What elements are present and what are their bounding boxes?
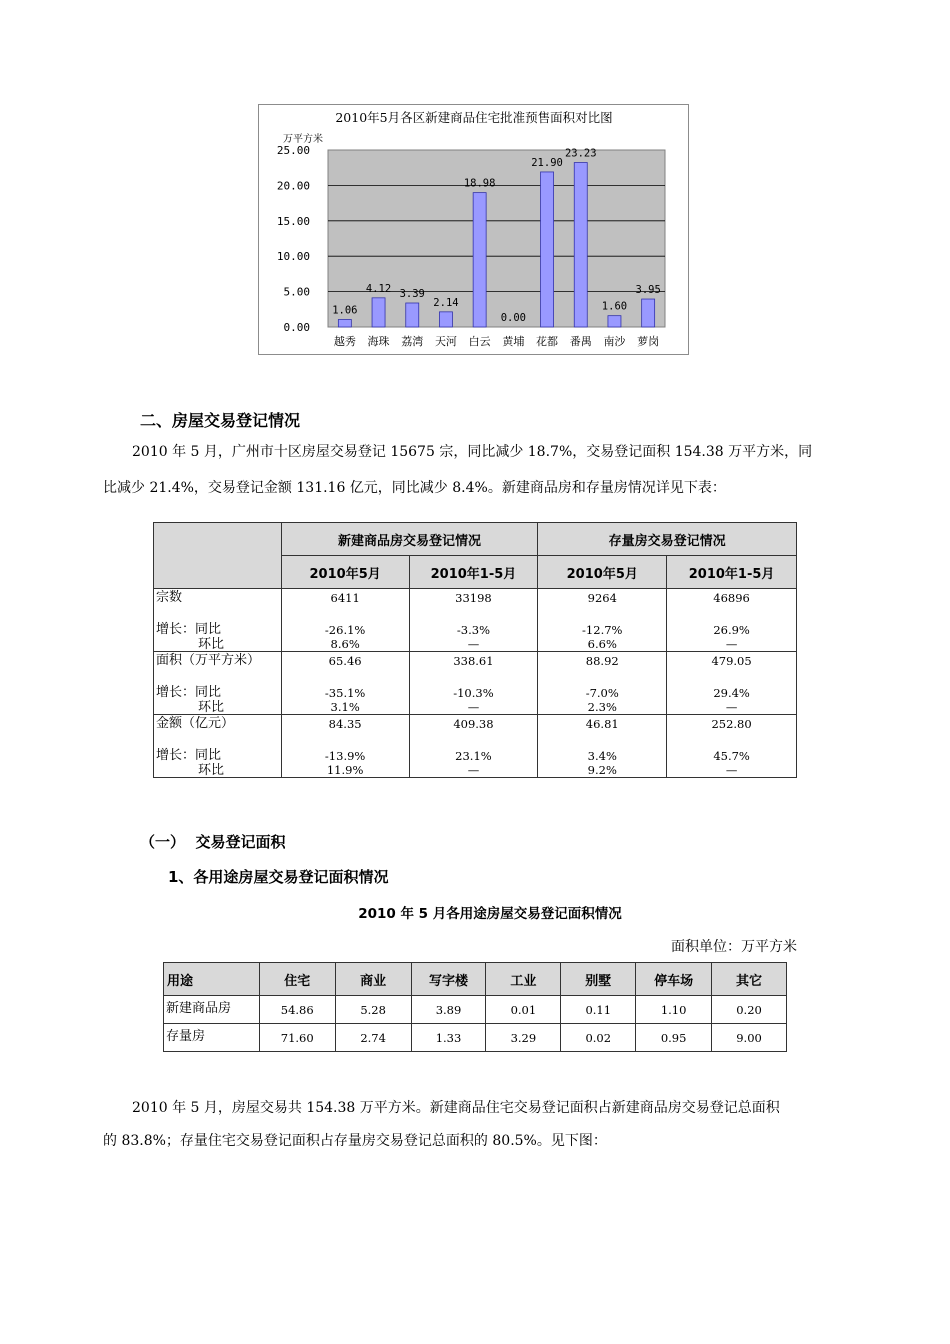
mom-label: 环比: [198, 763, 225, 778]
cell-value: 88.92: [585, 654, 619, 668]
data-label: 21.90: [531, 156, 563, 169]
subsubsection-heading: 1、各用途房屋交易登记面积情况: [168, 868, 389, 886]
data-cell: 1.10: [636, 996, 712, 1024]
data-cell: 5.28: [335, 996, 411, 1024]
data-cell: 0.11: [561, 996, 636, 1024]
data-cell: 9.00: [712, 1024, 787, 1052]
cell-value: 9264: [587, 591, 617, 605]
row-label: 存量房: [164, 1024, 260, 1052]
data-label: 1.06: [332, 304, 358, 317]
cell-value: 338.61: [453, 654, 494, 668]
data-cell: 71.60: [259, 1024, 335, 1052]
row-label: 新建商品房: [164, 996, 260, 1024]
closing-line-2: 的 83.8%；存量住宅交易登记面积占存量房交易登记总面积的 80.5%。见下图：: [103, 1133, 607, 1149]
bar: [473, 193, 486, 327]
data-label: 2.14: [433, 296, 459, 309]
data-label: 0.00: [500, 312, 526, 324]
x-tick-label: 海珠: [367, 335, 390, 348]
data-cell: 54.86: [259, 996, 335, 1024]
table-title: 2010 年 5 月各用途房屋交易登记面积情况: [358, 906, 622, 922]
cell-mom: —: [725, 637, 738, 651]
cell-mom: 8.6%: [330, 637, 360, 651]
cell-yoy: -26.1%: [324, 623, 366, 637]
cell-mom: —: [467, 700, 480, 714]
bar: [372, 298, 385, 327]
sub-header: 2010年1-5月: [409, 556, 538, 589]
mom-label: 环比: [198, 637, 225, 652]
cell-mom: 9.2%: [587, 763, 617, 777]
x-tick-label: 越秀: [333, 335, 356, 348]
cell-value: 46896: [713, 591, 750, 605]
y-tick-label: 0.00: [283, 321, 310, 334]
subsection-heading: （一） 交易登记面积: [140, 833, 286, 851]
group-header-new: 新建商品房交易登记情况: [281, 523, 538, 556]
data-label: 1.60: [601, 300, 628, 313]
cell-value: 46.81: [585, 717, 619, 731]
cell-yoy: -12.7%: [582, 623, 623, 637]
unit-label: 面积单位：万平方米: [671, 939, 797, 955]
cell-value: 252.80: [711, 717, 752, 731]
column-header: 其它: [712, 963, 787, 996]
usage-table: [163, 962, 787, 1052]
row-label-cell: [154, 589, 282, 652]
data-cell: 3.89: [411, 996, 486, 1024]
section-heading: 二、房屋交易登记情况: [140, 411, 301, 430]
bar: [439, 312, 452, 327]
row-label-cell: [154, 715, 282, 778]
chart-title: 2010年5月各区新建商品住宅批准预售面积对比图: [335, 110, 613, 125]
x-tick-label: 黄埔: [502, 335, 525, 348]
data-cell: [281, 589, 409, 652]
growth-label: 增长：同比: [156, 685, 222, 700]
column-header: 别墅: [561, 963, 636, 996]
y-tick-label: 10.00: [276, 250, 310, 264]
data-label: 3.39: [399, 287, 425, 300]
data-label: 23.23: [564, 147, 597, 160]
sub-header: 2010年5月: [281, 556, 409, 589]
column-header: 工业: [486, 963, 561, 996]
x-tick-label: 番禺: [569, 335, 592, 348]
y-tick-label: 5.00: [283, 285, 310, 299]
corner-cell: [154, 523, 282, 589]
cell-yoy: -10.3%: [453, 686, 494, 700]
cell-value: 65.46: [328, 654, 362, 668]
data-label: 3.95: [635, 284, 661, 297]
sub-header: 2010年5月: [538, 556, 667, 589]
cell-yoy: 3.4%: [587, 749, 617, 763]
table-row: [164, 996, 787, 1024]
data-cell: [538, 715, 667, 778]
cell-value: 409.38: [453, 717, 494, 731]
cell-mom: 11.9%: [326, 763, 364, 777]
x-tick-label: 萝岗: [637, 335, 660, 348]
table-row: [164, 1024, 787, 1052]
x-tick-label: 南沙: [603, 335, 626, 348]
data-cell: 3.29: [486, 1024, 561, 1052]
cell-mom: —: [725, 700, 738, 714]
data-cell: [409, 652, 538, 715]
table-row: [154, 652, 797, 715]
data-label: 18.98: [463, 177, 496, 190]
column-header: 写字楼: [411, 963, 486, 996]
y-tick-label: 15.00: [276, 214, 310, 228]
data-cell: 1.33: [411, 1024, 486, 1052]
cell-yoy: -13.9%: [324, 749, 366, 763]
data-cell: [667, 715, 797, 778]
growth-label: 增长：同比: [156, 748, 222, 763]
row-label: 金额（亿元）: [156, 716, 235, 731]
x-tick-label: 荔湾: [401, 335, 424, 348]
cell-yoy: 23.1%: [455, 749, 492, 763]
cell-yoy: -3.3%: [456, 623, 490, 637]
data-cell: [281, 652, 409, 715]
bar: [541, 172, 554, 327]
closing-line-1: 2010 年 5 月，房屋交易共 154.38 万平方米。新建商品住宅交易登记面积占新建商品房交易登记总面积: [132, 1100, 780, 1116]
table-row: [154, 589, 797, 652]
cell-mom: —: [467, 763, 480, 777]
data-cell: [667, 589, 797, 652]
bar: [574, 163, 587, 327]
column-header: 住宅: [259, 963, 335, 996]
paragraph-line-2: 比减少 21.4%，交易登记金额 131.16 亿元，同比减少 8.4%。新建商品房和存量房情况详见下表：: [103, 480, 726, 496]
data-cell: 0.95: [636, 1024, 712, 1052]
growth-label: 增长：同比: [156, 622, 222, 637]
row-label-cell: [154, 652, 282, 715]
cell-value: 479.05: [711, 654, 752, 668]
bar: [338, 319, 351, 327]
bar: [642, 299, 655, 327]
transaction-table: [153, 522, 797, 778]
x-tick-label: 白云: [468, 335, 491, 348]
data-cell: [409, 589, 538, 652]
table-row: [154, 715, 797, 778]
cell-mom: —: [725, 763, 738, 777]
cell-value: 6411: [330, 591, 360, 605]
bar: [608, 316, 621, 327]
column-header: 用途: [164, 963, 260, 996]
sub-header: 2010年1-5月: [667, 556, 797, 589]
cell-yoy: 45.7%: [713, 749, 750, 763]
cell-mom: 3.1%: [330, 700, 360, 714]
cell-value: 84.35: [328, 717, 362, 731]
paragraph-line-1: 2010 年 5 月，广州市十区房屋交易登记 15675 宗，同比减少 18.7%，交易登记面积 154.38 万平方米，同: [132, 444, 813, 460]
y-axis-label: 万平方米: [283, 134, 323, 145]
y-tick-label: 20.00: [276, 179, 310, 193]
row-label: 宗数: [156, 590, 183, 605]
bar: [406, 303, 419, 327]
cell-mom: 2.3%: [587, 700, 617, 714]
mom-label: 环比: [198, 700, 225, 715]
group-header-stock: 存量房交易登记情况: [538, 523, 797, 556]
y-tick-label: 25.00: [276, 144, 310, 157]
data-cell: 0.02: [561, 1024, 636, 1052]
data-label: 4.12: [365, 282, 392, 295]
cell-mom: —: [467, 637, 480, 651]
data-cell: [538, 652, 667, 715]
cell-value: 33198: [455, 591, 492, 605]
data-cell: [281, 715, 409, 778]
data-cell: [409, 715, 538, 778]
data-cell: [667, 652, 797, 715]
column-header: 商业: [335, 963, 411, 996]
column-header: 停车场: [636, 963, 712, 996]
cell-mom: 6.6%: [587, 637, 617, 651]
cell-yoy: 26.9%: [713, 623, 750, 637]
cell-yoy: -7.0%: [585, 686, 619, 700]
row-label: 面积（万平方米）: [156, 653, 261, 668]
data-cell: 0.20: [712, 996, 787, 1024]
x-tick-label: 花都: [536, 335, 559, 348]
chart-svg: [259, 105, 690, 356]
cell-yoy: 29.4%: [713, 686, 750, 700]
bar-chart: [258, 104, 689, 355]
cell-yoy: -35.1%: [324, 686, 366, 700]
data-cell: [538, 589, 667, 652]
data-cell: 2.74: [335, 1024, 411, 1052]
data-cell: 0.01: [486, 996, 561, 1024]
x-tick-label: 天河: [434, 335, 457, 348]
